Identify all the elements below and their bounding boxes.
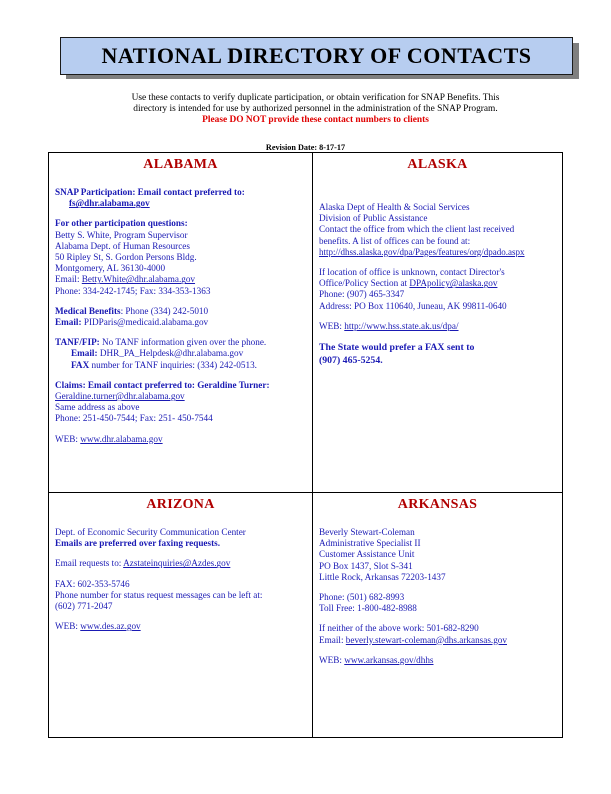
alabama-address-1: 50 Ripley St, S. Gordon Persons Bldg. <box>55 252 197 263</box>
contacts-table <box>48 152 563 738</box>
alabama-other-heading: For other participation questions: <box>55 218 188 229</box>
arizona-web-label: WEB: <box>55 621 81 632</box>
alabama-email-label: Email: <box>55 274 82 285</box>
alaska-cell <box>313 153 562 493</box>
arizona-email-label: Email requests to: <box>55 558 124 569</box>
state-name-alabama: ALABAMA <box>143 157 218 172</box>
state-name-arkansas: ARKANSAS <box>397 497 478 512</box>
alabama-web-label: WEB: <box>55 433 81 444</box>
alaska-web-label: WEB: <box>319 320 345 331</box>
arkansas-tollfree: Toll Free: 1-800-482-8988 <box>319 603 417 614</box>
alabama-phone: Phone: 334-242-1745; Fax: 334-353-1363 <box>55 285 211 296</box>
alabama-tanf-text: No TANF information given over the phone. <box>99 337 267 348</box>
arizona-status-1: Phone number for status request messages can be left at: <box>55 589 263 600</box>
title-banner <box>60 37 573 75</box>
arizona-email-link[interactable]: Azstateinquiries@Azdes.gov <box>123 558 231 569</box>
arizona-cell <box>49 493 313 737</box>
intro-line-2: directory is intended for use by authorized personnel in the administration of the SNAP Program. <box>133 104 498 114</box>
alabama-email-link[interactable]: Betty.White@dhr.alabama.gov <box>81 274 196 285</box>
arkansas-web-link[interactable]: www.arkansas.gov/dhhs <box>344 654 434 665</box>
arkansas-neither: If neither of the above work: 501-682-8290 <box>319 623 479 634</box>
arizona-web-link[interactable]: www.des.az.gov <box>80 621 141 632</box>
state-name-arizona: ARIZONA <box>146 497 215 512</box>
alaska-unknown-1: If location of office is unknown, contact Director's <box>319 267 505 278</box>
arizona-fax: FAX: 602-353-5746 <box>55 578 130 589</box>
arkansas-email-link[interactable]: beverly.stewart-coleman@dhs.arkansas.gov <box>345 634 507 645</box>
alabama-claims-same: Same address as above <box>55 402 140 413</box>
alaska-address: Address: PO Box 110640, Juneau, AK 99811-0640 <box>319 300 507 311</box>
alaska-line-4: benefits. A list of offices can be found at: <box>319 235 471 246</box>
alaska-line-3: Contact the office from which the client last received <box>319 224 515 235</box>
alaska-phone: Phone: (907) 465-3347 <box>319 289 405 300</box>
arkansas-line-4: PO Box 1437, Slot S-341 <box>319 560 413 571</box>
intro-line-1: Use these contacts to verify duplicate participation, or obtain verification for SNAP Benefits. This <box>131 93 500 103</box>
alabama-cell <box>49 153 313 493</box>
arkansas-line-2: Administrative Specialist II <box>319 538 421 549</box>
arkansas-email-label: Email: <box>319 634 346 645</box>
alabama-web-link[interactable]: www.dhr.alabama.gov <box>80 433 163 444</box>
warning-text: Please DO NOT provide these contact numbers to clients <box>202 115 429 125</box>
alabama-tanf-label: TANF/FIP: <box>55 337 100 348</box>
page-title: NATIONAL DIRECTORY OF CONTACTS <box>101 43 532 68</box>
alabama-contact-name: Betty S. White, Program Supervisor <box>55 229 188 240</box>
revision-date: Revision Date: 8-17-17 <box>265 143 346 152</box>
alabama-tanf-fax-label: FAX <box>71 359 90 370</box>
alabama-tanf-email-label: Email: <box>71 348 98 359</box>
alaska-unknown-2: Office/Policy Section at <box>319 278 410 289</box>
state-name-alaska: ALASKA <box>407 157 468 172</box>
alaska-line-1: Alaska Dept of Health & Social Services <box>319 202 470 212</box>
arkansas-web-label: WEB: <box>319 654 345 665</box>
arizona-line-1: Dept. of Economic Security Communication Center <box>55 527 246 537</box>
alabama-medical-email[interactable]: PIDParis@medicaid.alabama.gov <box>81 317 209 328</box>
alaska-fax-note-1: The State would prefer a FAX sent to <box>319 342 475 354</box>
arkansas-phone: Phone: (501) 682-8993 <box>319 592 405 603</box>
arizona-status-2: (602) 771-2047 <box>55 601 113 612</box>
alabama-snap-email-link[interactable]: fs@dhr.alabama.gov <box>69 198 150 209</box>
arkansas-line-5: Little Rock, Arkansas 72203-1437 <box>319 571 446 582</box>
arkansas-line-1: Beverly Stewart-Coleman <box>319 527 415 537</box>
alabama-medical-phone: : Phone (334) 242-5010 <box>120 305 209 316</box>
alabama-claims-email-link[interactable]: Geraldine.turner@dhr.alabama.gov <box>55 391 185 402</box>
alaska-offices-link[interactable]: http://dhss.alaska.gov/dpa/Pages/features/org/dpado.aspx <box>319 246 525 257</box>
alabama-address-2: Montgomery, AL 36130-4000 <box>55 263 166 274</box>
alaska-web-link[interactable]: http://www.hss.state.ak.us/dpa/ <box>344 320 459 331</box>
alabama-claims-heading: Claims: Email contact preferred to: Geraldine Turner: <box>55 379 270 390</box>
alabama-medical-email-label: Email: <box>55 317 82 328</box>
arizona-line-2: Emails are preferred over faxing requests. <box>55 538 221 549</box>
alaska-fax-note-2: (907) 465-5254. <box>319 355 383 367</box>
arkansas-cell <box>313 493 562 737</box>
alaska-policy-email-link[interactable]: DPApolicy@alaska.gov <box>409 278 498 289</box>
alabama-dept: Alabama Dept. of Human Resources <box>55 240 190 251</box>
alabama-snap-heading: SNAP Participation: Email contact preferred to: <box>55 187 245 197</box>
arkansas-line-3: Customer Assistance Unit <box>319 549 415 560</box>
alabama-claims-phone: Phone: 251-450-7544; Fax: 251- 450-7544 <box>55 413 213 424</box>
alabama-tanf-fax: number for TANF inquiries: (334) 242-0513. <box>89 359 257 370</box>
alabama-medical-label: Medical Benefits <box>55 305 121 316</box>
alaska-line-2: Division of Public Assistance <box>319 213 428 224</box>
intro-text <box>60 93 571 126</box>
alabama-tanf-email[interactable]: DHR_PA_Helpdesk@dhr.alabama.gov <box>97 348 244 359</box>
